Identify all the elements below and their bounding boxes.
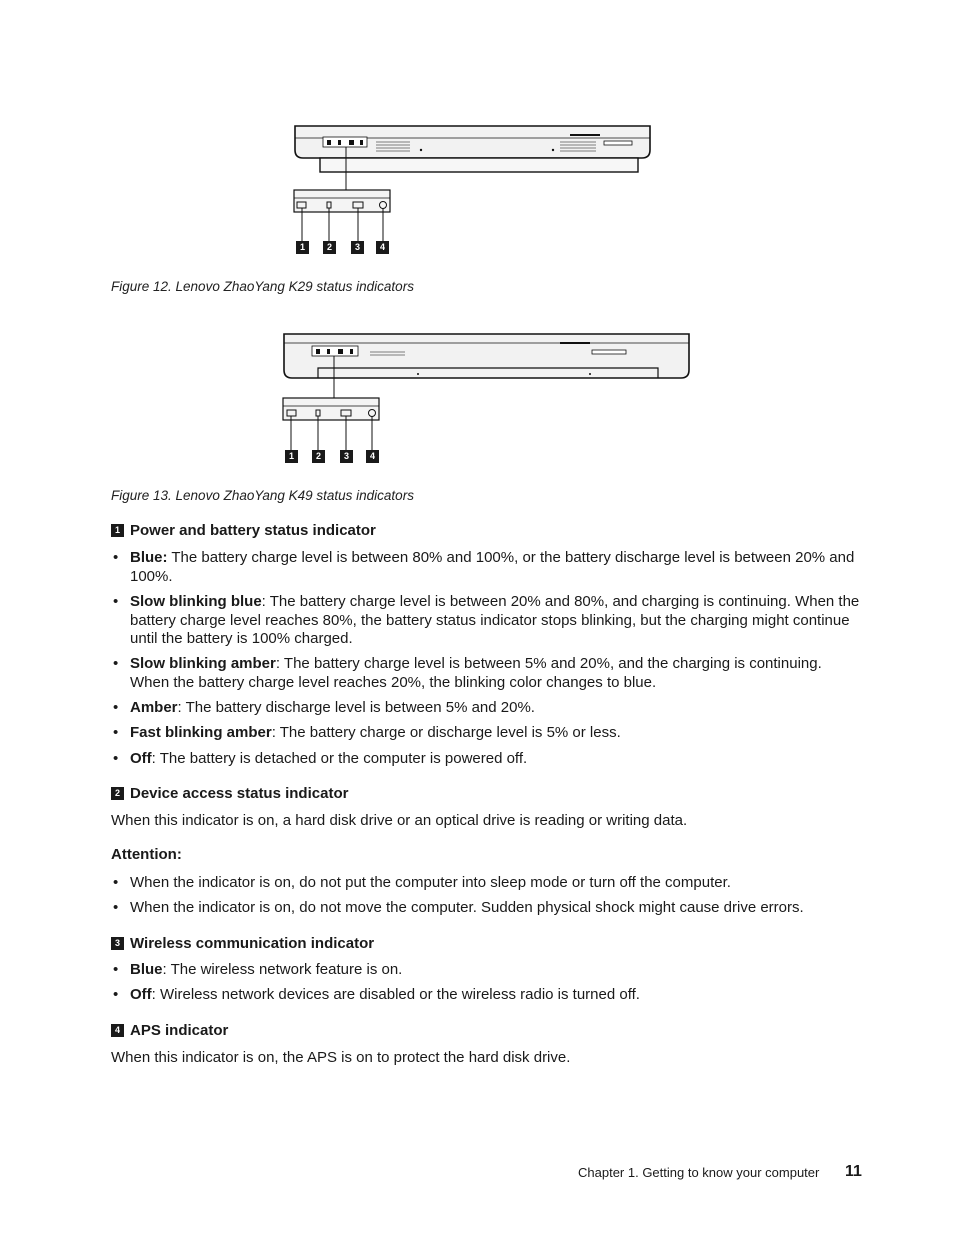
attention-label: Attention: xyxy=(111,846,182,863)
section-number: 2 xyxy=(111,787,124,800)
section-title: Device access status indicator xyxy=(130,785,349,802)
description: : The battery is detached or the computer is powered off. xyxy=(151,750,528,767)
term: Slow blinking blue xyxy=(130,593,262,610)
section-text: When this indicator is on, a hard disk drive or an optical drive is reading or writing data. xyxy=(111,812,688,829)
section-number: 1 xyxy=(111,524,124,537)
term: Off xyxy=(130,750,152,767)
list-item: • Slow blinking blue: The battery charge level is between 20% and 80%, and charging is continuing. When the battery charge level reaches 80%, the battery status indicator stops blinking, but the charging might continue until the battery is 100% charged. xyxy=(113,593,860,647)
section-heading-aps xyxy=(111,1022,228,1039)
term: Blue xyxy=(130,961,163,978)
list-item: • When the indicator is on, do not put the computer into sleep mode or turn off the computer. xyxy=(111,874,861,893)
list-item: • Fast blinking amber: The battery charge or discharge level is 5% or less. xyxy=(113,724,621,741)
description: : The battery charge or discharge level is 5% or less. xyxy=(271,724,621,741)
figure-12-caption: Figure 12. Lenovo ZhaoYang K29 status indicators xyxy=(111,279,414,294)
list-item: • Off: The battery is detached or the computer is powered off. xyxy=(113,750,528,767)
section-heading-wireless xyxy=(111,935,374,952)
list-item: • Amber: The battery discharge level is between 5% and 20%. xyxy=(113,699,535,716)
callout-2: 2 xyxy=(323,241,336,254)
figure-13-caption: Figure 13. Lenovo ZhaoYang K49 status indicators xyxy=(111,488,414,503)
description: When the indicator is on, do not put the computer into sleep mode or turn off the computer. xyxy=(130,874,731,891)
callout-2: 2 xyxy=(312,450,325,463)
section-title: APS indicator xyxy=(130,1022,229,1039)
callout-4: 4 xyxy=(366,450,379,463)
figure-12-illustration xyxy=(280,118,680,258)
list-item: • Blue: The wireless network feature is on. xyxy=(113,961,403,978)
term: Amber xyxy=(130,699,178,716)
list-item: • When the indicator is on, do not move the computer. Sudden physical shock might cause drive errors. xyxy=(111,899,861,918)
term: Off xyxy=(130,986,152,1003)
footer-chapter: Chapter 1. Getting to know your computer xyxy=(578,1165,820,1180)
description: The battery charge level is between 80% and 100%, or the battery discharge level is between 20% and 100%. xyxy=(130,549,855,585)
description: : Wireless network devices are disabled or the wireless radio is turned off. xyxy=(151,986,640,1003)
section-heading-device xyxy=(111,785,348,802)
section-heading-power xyxy=(111,522,376,539)
page-number: 11 xyxy=(845,1163,862,1180)
term: Blue: xyxy=(130,549,168,566)
section-number: 4 xyxy=(111,1024,124,1037)
description: : The wireless network feature is on. xyxy=(162,961,403,978)
list-item: • Off: Wireless network devices are disabled or the wireless radio is turned off. xyxy=(113,986,640,1003)
list-item: • Slow blinking amber: The battery charge level is between 5% and 20%, and the charging is continuing. When the battery charge level reaches 20%, the blinking color changes to blue. xyxy=(113,655,822,691)
figure-13-illustration xyxy=(270,328,700,468)
term: Slow blinking amber xyxy=(130,655,276,672)
description: : The battery charge level is between 5% and 20%, and the charging is continuing. When the battery charge level reaches 20%, the blinking color changes to blue. xyxy=(130,655,822,691)
callout-3: 3 xyxy=(351,241,364,254)
description: : The battery discharge level is between 5% and 20%. xyxy=(177,699,535,716)
section-text: When this indicator is on, the APS is on to protect the hard disk drive. xyxy=(111,1049,571,1066)
term: Fast blinking amber xyxy=(130,724,272,741)
callout-3: 3 xyxy=(340,450,353,463)
section-number: 3 xyxy=(111,937,124,950)
callout-4: 4 xyxy=(376,241,389,254)
description: When the indicator is on, do not move the computer. Sudden physical shock might cause drive errors. xyxy=(130,899,804,916)
callout-1: 1 xyxy=(296,241,309,254)
list-item: • Blue: The battery charge level is between 80% and 100%, or the battery discharge level is between 20% and 100%. xyxy=(113,549,855,585)
description: : The battery charge level is between 20% and 80%, and charging is continuing. When the battery charge level reaches 80%, the battery status indicator stops blinking, but the charging might continue until the battery is 100% charged. xyxy=(130,593,860,647)
section-title: Wireless communication indicator xyxy=(130,935,375,952)
section-title: Power and battery status indicator xyxy=(130,522,376,539)
callout-1: 1 xyxy=(285,450,298,463)
